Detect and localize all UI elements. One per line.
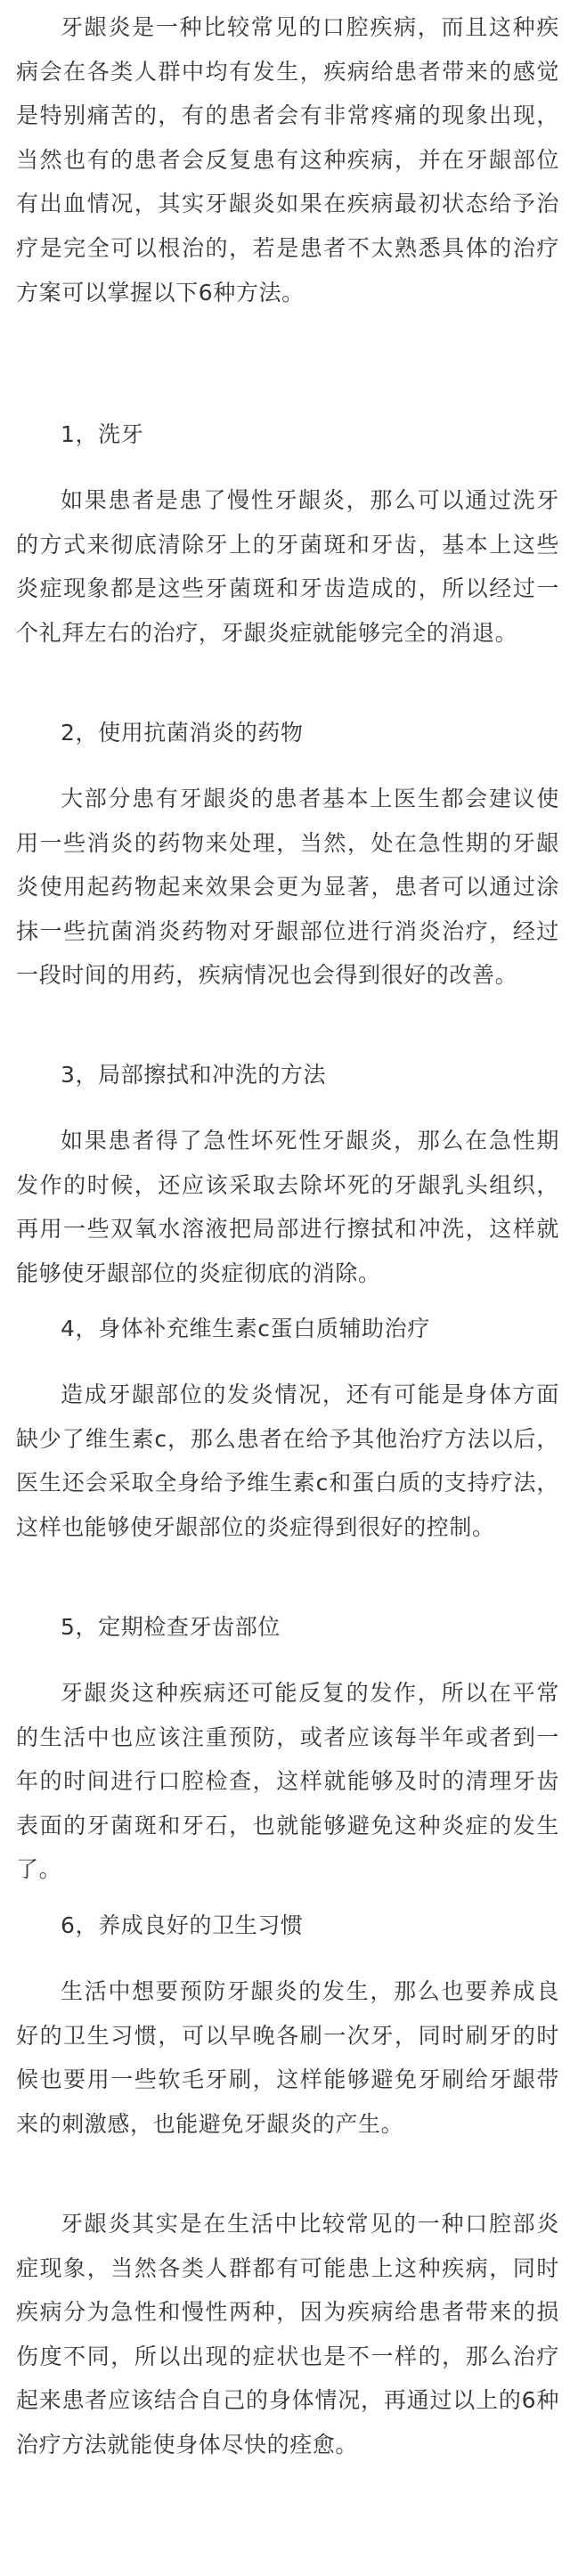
section-body: 如果患者是患了慢性牙龈炎，那么可以通过洗牙的方式来彻底清除牙上的牙菌斑和牙齿，基本上这些炎症现象都是这些牙菌斑和牙齿造成的，所以经过一个礼拜左右的治疗，牙龈炎症就能够完全的消退。 — [16, 487, 559, 646]
section-body: 生活中想要预防牙龈炎的发生，那么也要养成良好的卫生习惯，可以早晚各刷一次牙，同时刷牙的时候也要用一些软毛牙刷，这样能够避免牙刷给牙龈带来的刺激感，也能避免牙龈炎的产生。 — [16, 1978, 559, 2137]
conclusion-paragraph — [16, 2202, 559, 2467]
section-body: 大部分患有牙龈炎的患者基本上医生都会建议使用一些消炎的药物来处理，当然，处在急性期的牙龈炎使用起药物起来效果会更为显著，患者可以通过涂抹一些抗菌消炎药物对牙龈部位进行消炎治疗，经过一段时间的用药，疾病情况也会得到很好的改善。 — [16, 786, 559, 989]
intro-paragraph — [16, 5, 559, 314]
section-body: 如果患者得了急性坏死性牙龈炎，那么在急性期发作的时候，还应该采取去除坏死的牙龈乳头组织，再用一些双氧水溶液把局部进行擦拭和冲洗，这样就能够使牙龈部位的炎症彻底的消除。 — [16, 1128, 559, 1286]
intro-text: 牙龈炎是一种比较常见的口腔疾病，而且这种疾病会在各类人群中均有发生，疾病给患者带来的感觉是特别痛苦的，有的患者会有非常疼痛的现象出现，当然也有的患者会反复患有这种疾病，并在牙龈部位有出血情况，其实牙龈炎如果在疾病最初状态给予治疗是完全可以根治的，若是患者不太熟悉具体的治疗方案可以掌握以下6种方法。 — [16, 14, 559, 306]
section-heading: 6，养成良好的卫生习惯 — [61, 1912, 304, 1938]
section-heading: 3，局部擦拭和冲洗的方法 — [61, 1062, 327, 1088]
section-heading: 1，洗牙 — [61, 421, 144, 447]
section-body: 牙龈炎这种疾病还可能反复的发作，所以在平常的生活中也应该注重预防，或者应该每半年或者到一年的时间进行口腔检查，这样就能够及时的清理牙齿表面的牙菌斑和牙石，也就能够避免这种炎症的发生了。 — [16, 1680, 559, 1883]
section-heading: 5，定期检查牙齿部位 — [61, 1614, 281, 1640]
section-body: 造成牙龈部位的发炎情况，还有可能是身体方面缺少了维生素c，那么患者在给予其他治疗方法以后，医生还会采取全身给予维生素c和蛋白质的支持疗法，这样也能够使牙龈部位的炎症得到很好的控制。 — [16, 1382, 559, 1540]
section-heading: 4，身体补充维生素c蛋白质辅助治疗 — [61, 1316, 430, 1341]
section-heading: 2，使用抗菌消炎的药物 — [61, 720, 304, 746]
conclusion-text: 牙龈炎其实是在生活中比较常见的一种口腔部炎症现象，当然各类人群都有可能患上这种疾病，同时疾病分为急性和慢性两种，因为疾病给患者带来的损伤度不同，所以出现的症状也是不一样的，那么治疗起来患者应该结合自己的身体情况，再通过以上的6种治疗方法就能使身体尽快的痊愈。 — [16, 2211, 559, 2458]
